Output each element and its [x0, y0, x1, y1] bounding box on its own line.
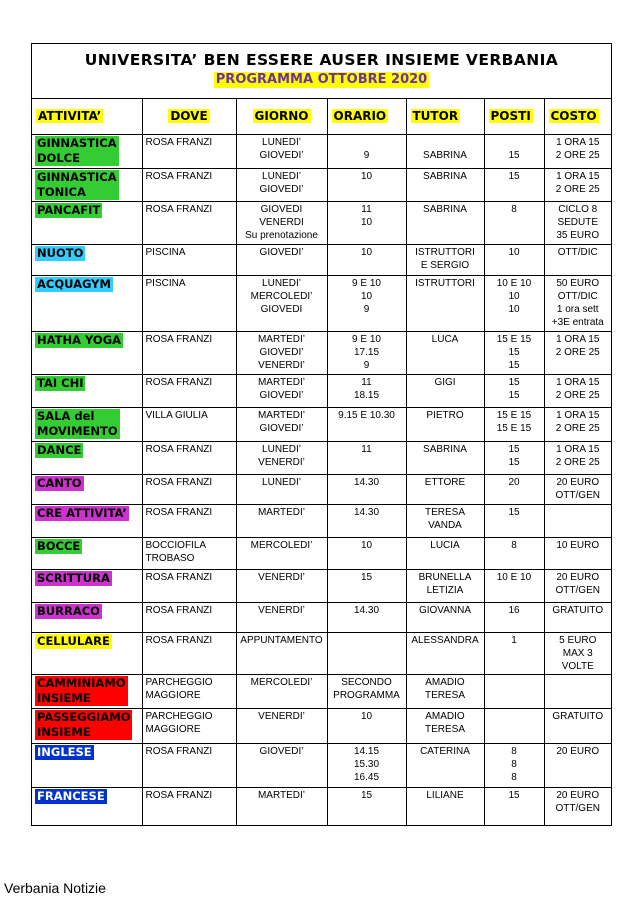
costo-value: CICLO 8 SEDUTE 35 EURO — [556, 204, 600, 241]
activity-label: SALA del MOVIMENTO — [37, 409, 118, 438]
cell-activity — [32, 505, 142, 538]
cell-activity — [32, 744, 142, 788]
activity-label: ACQUAGYM — [37, 277, 111, 291]
table-row — [32, 202, 611, 245]
cell-posti — [484, 169, 544, 202]
cell-posti — [484, 245, 544, 276]
cell-costo — [544, 245, 611, 276]
cell-dove — [142, 135, 236, 169]
cell-dove — [142, 245, 236, 276]
cell-giorno — [236, 245, 327, 276]
cell-activity — [32, 570, 142, 603]
orario-value: 10 — [360, 171, 373, 182]
cell-tutor — [406, 744, 484, 788]
giorno-value: MARTEDI’ GIOVEDI’ VENERDI’ — [257, 334, 306, 371]
cell-posti — [484, 788, 544, 825]
cell-orario — [327, 570, 406, 603]
costo-value: 1 ORA 15 2 ORE 25 — [555, 444, 600, 468]
table-row — [32, 169, 611, 202]
posti-value: 15 — [508, 790, 520, 801]
dove-value: PARCHEGGIO MAGGIORE — [145, 711, 213, 735]
costo-value: GRATUITO — [552, 711, 604, 722]
activity-label: NUOTO — [37, 246, 84, 260]
cell-dove — [142, 603, 236, 633]
activity-label: BURRACO — [37, 604, 100, 618]
activity-label: PANCAFIT — [37, 203, 101, 217]
posti-value: 15 E 15 15 E 15 — [496, 410, 532, 434]
table-row — [32, 570, 611, 603]
cell-giorno — [236, 675, 327, 709]
tutor-value: ETTORE — [424, 477, 466, 488]
cell-activity — [32, 169, 142, 202]
cell-giorno — [236, 475, 327, 505]
activity-label: CELLULARE — [37, 634, 110, 648]
tutor-value: SABRINA — [423, 171, 467, 182]
cell-posti — [484, 538, 544, 570]
cell-giorno — [236, 135, 327, 169]
cell-costo — [544, 633, 611, 675]
cell-costo — [544, 570, 611, 603]
posti-value: 15 — [508, 507, 520, 518]
cell-tutor — [406, 709, 484, 744]
cell-posti — [484, 570, 544, 603]
tutor-value: AMADIO TERESA — [424, 677, 465, 701]
header-orario: ORARIO — [333, 109, 387, 123]
dove-value: ROSA FRANZI — [145, 746, 213, 757]
cell-dove — [142, 475, 236, 505]
tutor-value: LUCA — [431, 334, 459, 345]
cell-giorno — [236, 169, 327, 202]
dove-value: ROSA FRANZI — [145, 605, 213, 616]
dove-value: VILLA GIULIA — [145, 410, 208, 421]
cell-giorno — [236, 603, 327, 633]
giorno-value: LUNEDI’ GIOVEDI’ — [259, 171, 304, 195]
cell-activity — [32, 709, 142, 744]
cell-dove — [142, 408, 236, 442]
dove-value: PISCINA — [145, 247, 186, 258]
orario-value: 10 — [360, 711, 373, 722]
activity-label: CRE ATTIVITA’ — [37, 506, 127, 520]
header-posti: POSTI — [490, 109, 531, 123]
cell-orario — [327, 245, 406, 276]
posti-value: 10 — [508, 247, 520, 258]
giorno-value: MARTEDI’ GIOVEDI’ — [257, 410, 306, 434]
tutor-value: SABRINA — [423, 204, 467, 215]
costo-value: 1 ORA 15 2 ORE 25 — [555, 377, 600, 401]
cell-tutor — [406, 135, 484, 169]
dove-value: ROSA FRANZI — [145, 137, 213, 148]
table-row — [32, 332, 611, 375]
activity-label: SCRITTURA — [37, 571, 110, 585]
cell-activity — [32, 375, 142, 408]
cell-giorno — [236, 538, 327, 570]
costo-value: 5 EURO MAX 3 VOLTE — [559, 635, 597, 672]
tutor-value: LILIANE — [426, 790, 464, 801]
cell-orario — [327, 788, 406, 825]
cell-posti — [484, 675, 544, 709]
cell-orario — [327, 332, 406, 375]
cell-giorno — [236, 276, 327, 332]
tutor-value: AMADIO TERESA — [424, 711, 465, 735]
tutor-value: LUCIA — [430, 540, 460, 551]
activity-label: INGLESE — [37, 745, 92, 759]
posti-value: 15 — [508, 171, 520, 182]
orario-value: 14.15 15.30 16.45 — [353, 746, 380, 783]
cell-posti — [484, 375, 544, 408]
giorno-value: LUNEDI’ VENERDI’ — [258, 444, 305, 468]
giorno-value: MARTEDI’ — [257, 790, 306, 801]
cell-orario — [327, 135, 406, 169]
table-row — [32, 442, 611, 475]
cell-activity — [32, 245, 142, 276]
posti-value: 15 E 15 15 15 — [496, 334, 532, 371]
cell-tutor — [406, 675, 484, 709]
cell-dove — [142, 788, 236, 825]
orario-value: 14.30 — [353, 605, 380, 616]
posti-value: 8 — [511, 540, 517, 551]
header-tutor: TUTOR — [412, 109, 459, 123]
cell-dove — [142, 169, 236, 202]
cell-dove — [142, 633, 236, 675]
dove-value: ROSA FRANZI — [145, 334, 213, 345]
activity-label: CAMMINIAMO INSIEME — [37, 676, 126, 705]
table-row — [32, 135, 611, 169]
cell-costo — [544, 408, 611, 442]
cell-orario — [327, 408, 406, 442]
tutor-value: GIOVANNA — [418, 605, 472, 616]
costo-value: 20 EURO OTT/GEN — [555, 790, 600, 814]
cell-orario — [327, 276, 406, 332]
cell-dove — [142, 442, 236, 475]
cell-tutor — [406, 276, 484, 332]
table-row — [32, 788, 611, 825]
orario-value: 9 — [363, 150, 370, 161]
cell-tutor — [406, 475, 484, 505]
cell-dove — [142, 202, 236, 245]
table-row — [32, 603, 611, 633]
cell-posti — [484, 475, 544, 505]
cell-tutor — [406, 245, 484, 276]
cell-dove — [142, 744, 236, 788]
activity-label: FRANCESE — [37, 789, 105, 803]
cell-orario — [327, 675, 406, 709]
tutor-value: CATERINA — [420, 746, 470, 757]
posti-value: 8 8 8 — [511, 746, 517, 783]
cell-tutor — [406, 169, 484, 202]
costo-value: 20 EURO OTT/GEN — [555, 477, 600, 501]
cell-orario — [327, 603, 406, 633]
cell-posti — [484, 603, 544, 633]
cell-tutor — [406, 633, 484, 675]
table-row — [32, 276, 611, 332]
program-sheet — [31, 43, 612, 826]
activity-label: PASSEGGIAMO INSIEME — [37, 710, 131, 739]
cell-giorno — [236, 505, 327, 538]
dove-value: BOCCIOFILA TROBASO — [145, 540, 207, 564]
giorno-value: LUNEDI’ — [262, 477, 301, 488]
cell-activity — [32, 442, 142, 475]
giorno-value: MARTEDI’ — [257, 507, 306, 518]
giorno-value: VENERDI’ — [258, 605, 305, 616]
posti-value: 20 — [508, 477, 520, 488]
cell-activity — [32, 276, 142, 332]
cell-costo — [544, 442, 611, 475]
posti-value: 15 — [508, 150, 520, 161]
cell-tutor — [406, 375, 484, 408]
giorno-value: MARTEDI’ GIOVEDI’ — [257, 377, 306, 401]
costo-value: 1 ORA 15 2 ORE 25 — [555, 171, 600, 195]
cell-posti — [484, 332, 544, 375]
orario-value: 15 — [360, 572, 373, 583]
cell-posti — [484, 442, 544, 475]
header-dove: DOVE — [170, 109, 208, 123]
tutor-value: TERESA VANDA — [424, 507, 465, 531]
cell-dove — [142, 505, 236, 538]
costo-value: 1 ORA 15 2 ORE 25 — [555, 410, 600, 434]
table-row — [32, 408, 611, 442]
activity-label: TAI CHI — [37, 376, 84, 390]
posti-value: 15 15 — [508, 444, 520, 468]
giorno-value: APPUNTAMENTO — [240, 635, 323, 646]
cell-dove — [142, 570, 236, 603]
dove-value: ROSA FRANZI — [145, 635, 213, 646]
cell-costo — [544, 709, 611, 744]
cell-giorno — [236, 788, 327, 825]
cell-orario — [327, 202, 406, 245]
cell-costo — [544, 202, 611, 245]
cell-costo — [544, 475, 611, 505]
giorno-value: VENERDI’ — [258, 572, 305, 583]
cell-activity — [32, 475, 142, 505]
table-row — [32, 675, 611, 709]
giorno-value: GIOVEDI’ — [259, 746, 304, 757]
cell-tutor — [406, 202, 484, 245]
cell-activity — [32, 135, 142, 169]
posti-value: 15 15 — [508, 377, 520, 401]
giorno-value: LUNEDI’ MERCOLEDI’ GIOVEDI — [250, 278, 313, 315]
costo-value: GRATUITO — [552, 605, 604, 616]
cell-activity — [32, 408, 142, 442]
cell-activity — [32, 675, 142, 709]
cell-dove — [142, 709, 236, 744]
table-row — [32, 633, 611, 675]
costo-value: 10 EURO — [556, 540, 600, 551]
tutor-value: SABRINA — [423, 150, 467, 161]
table-row — [32, 538, 611, 570]
cell-posti — [484, 135, 544, 169]
cell-costo — [544, 332, 611, 375]
costo-value: 20 EURO — [556, 746, 600, 757]
cell-giorno — [236, 375, 327, 408]
cell-tutor — [406, 332, 484, 375]
cell-dove — [142, 276, 236, 332]
header-giorno: GIORNO — [254, 109, 309, 123]
cell-orario — [327, 475, 406, 505]
orario-value: 9.15 E 10.30 — [338, 410, 395, 421]
cell-posti — [484, 744, 544, 788]
cell-tutor — [406, 570, 484, 603]
page-title: UNIVERSITA’ BEN ESSERE AUSER INSIEME VERBANIA — [84, 51, 559, 69]
cell-giorno — [236, 744, 327, 788]
orario-value: SECONDO PROGRAMMA — [333, 677, 400, 701]
cell-dove — [142, 332, 236, 375]
activity-label: GINNASTICA TONICA — [37, 170, 117, 199]
cell-activity — [32, 332, 142, 375]
cell-costo — [544, 276, 611, 332]
costo-value: OTT/DIC — [557, 247, 598, 258]
table-row — [32, 375, 611, 408]
cell-tutor — [406, 505, 484, 538]
cell-orario — [327, 505, 406, 538]
orario-value: 10 — [360, 247, 373, 258]
giorno-value: GIOVEDI VENERDI Su prenotazione — [245, 204, 318, 241]
posti-value: 16 — [508, 605, 520, 616]
cell-costo — [544, 375, 611, 408]
dove-value: ROSA FRANZI — [145, 477, 213, 488]
giorno-value: MERCOLEDI’ — [250, 540, 313, 551]
cell-costo — [544, 744, 611, 788]
cell-orario — [327, 744, 406, 788]
cell-tutor — [406, 788, 484, 825]
cell-dove — [142, 675, 236, 709]
orario-value: 9 E 10 17.15 9 — [352, 334, 381, 371]
giorno-value: MERCOLEDI’ — [250, 677, 313, 688]
cell-tutor — [406, 538, 484, 570]
tutor-value: ISTRUTTORI — [415, 278, 475, 289]
orario-value: 11 10 — [360, 204, 373, 228]
header-row — [32, 99, 611, 135]
cell-tutor — [406, 603, 484, 633]
orario-value: 14.30 — [353, 507, 380, 518]
orario-value: 15 — [360, 790, 373, 801]
cell-costo — [544, 135, 611, 169]
table-row — [32, 475, 611, 505]
giorno-value: VENERDI’ — [258, 711, 305, 722]
cell-posti — [484, 505, 544, 538]
giorno-value: LUNEDI’ GIOVEDI’ — [259, 137, 304, 161]
activity-label: CANTO — [37, 476, 82, 490]
activity-label: GINNASTICA DOLCE — [37, 136, 117, 165]
cell-dove — [142, 375, 236, 408]
table-row — [32, 709, 611, 744]
cell-costo — [544, 675, 611, 709]
table-row — [32, 744, 611, 788]
program-table — [32, 99, 611, 825]
title-block — [32, 44, 611, 99]
cell-giorno — [236, 709, 327, 744]
tutor-value: GIGI — [434, 377, 456, 388]
giorno-value: GIOVEDI’ — [259, 247, 304, 258]
cell-costo — [544, 603, 611, 633]
tutor-value: SABRINA — [423, 444, 467, 455]
cell-orario — [327, 538, 406, 570]
header-costo: COSTO — [550, 109, 597, 123]
posti-value: 10 E 10 10 10 — [496, 278, 532, 315]
cell-activity — [32, 603, 142, 633]
dove-value: ROSA FRANZI — [145, 377, 213, 388]
orario-value: 14.30 — [353, 477, 380, 488]
orario-value: 11 — [361, 444, 372, 455]
footer-credit: Verbania Notizie — [4, 880, 106, 896]
posti-value: 1 — [511, 635, 517, 646]
cell-activity — [32, 202, 142, 245]
cell-giorno — [236, 570, 327, 603]
cell-activity — [32, 633, 142, 675]
tutor-value: ALESSANDRA — [411, 635, 479, 646]
costo-value: 20 EURO OTT/GEN — [555, 572, 600, 596]
dove-value: PARCHEGGIO MAGGIORE — [145, 677, 213, 701]
cell-giorno — [236, 442, 327, 475]
activity-label: HATHA YOGA — [37, 333, 122, 347]
dove-value: ROSA FRANZI — [145, 171, 213, 182]
table-row — [32, 245, 611, 276]
cell-costo — [544, 505, 611, 538]
activity-label: DANCE — [37, 443, 82, 457]
cell-giorno — [236, 408, 327, 442]
posti-value: 8 — [511, 204, 517, 215]
cell-giorno — [236, 633, 327, 675]
cell-posti — [484, 276, 544, 332]
cell-costo — [544, 538, 611, 570]
cell-orario — [327, 709, 406, 744]
dove-value: ROSA FRANZI — [145, 790, 213, 801]
dove-value: ROSA FRANZI — [145, 572, 213, 583]
orario-value: 10 — [360, 540, 373, 551]
cell-orario — [327, 633, 406, 675]
tutor-value: PIETRO — [426, 410, 464, 421]
dove-value: PISCINA — [145, 278, 186, 289]
cell-orario — [327, 169, 406, 202]
cell-posti — [484, 202, 544, 245]
cell-dove — [142, 538, 236, 570]
cell-posti — [484, 709, 544, 744]
dove-value: ROSA FRANZI — [145, 507, 213, 518]
header-attivita: ATTIVITA’ — [38, 109, 102, 123]
cell-giorno — [236, 332, 327, 375]
cell-giorno — [236, 202, 327, 245]
tutor-value: BRUNELLA LETIZIA — [418, 572, 472, 596]
cell-tutor — [406, 408, 484, 442]
cell-posti — [484, 408, 544, 442]
page-subtitle: PROGRAMMA OTTOBRE 2020 — [215, 72, 428, 87]
orario-value: 9 E 10 10 9 — [352, 278, 381, 315]
cell-costo — [544, 169, 611, 202]
dove-value: ROSA FRANZI — [145, 444, 213, 455]
costo-value: 1 ORA 15 2 ORE 25 — [555, 334, 600, 358]
cell-costo — [544, 788, 611, 825]
costo-value: 50 EURO OTT/DIC 1 ora sett +3E entrata — [551, 278, 604, 328]
activity-label: BOCCE — [37, 539, 81, 553]
cell-tutor — [406, 442, 484, 475]
cell-activity — [32, 538, 142, 570]
costo-value: 1 ORA 15 2 ORE 25 — [555, 137, 600, 161]
cell-posti — [484, 633, 544, 675]
dove-value: ROSA FRANZI — [145, 204, 213, 215]
cell-orario — [327, 375, 406, 408]
orario-value: 11 18.15 — [353, 377, 380, 401]
table-row — [32, 505, 611, 538]
cell-orario — [327, 442, 406, 475]
posti-value: 10 E 10 — [496, 572, 532, 583]
cell-activity — [32, 788, 142, 825]
tutor-value: ISTRUTTORI E SERGIO — [415, 247, 475, 271]
